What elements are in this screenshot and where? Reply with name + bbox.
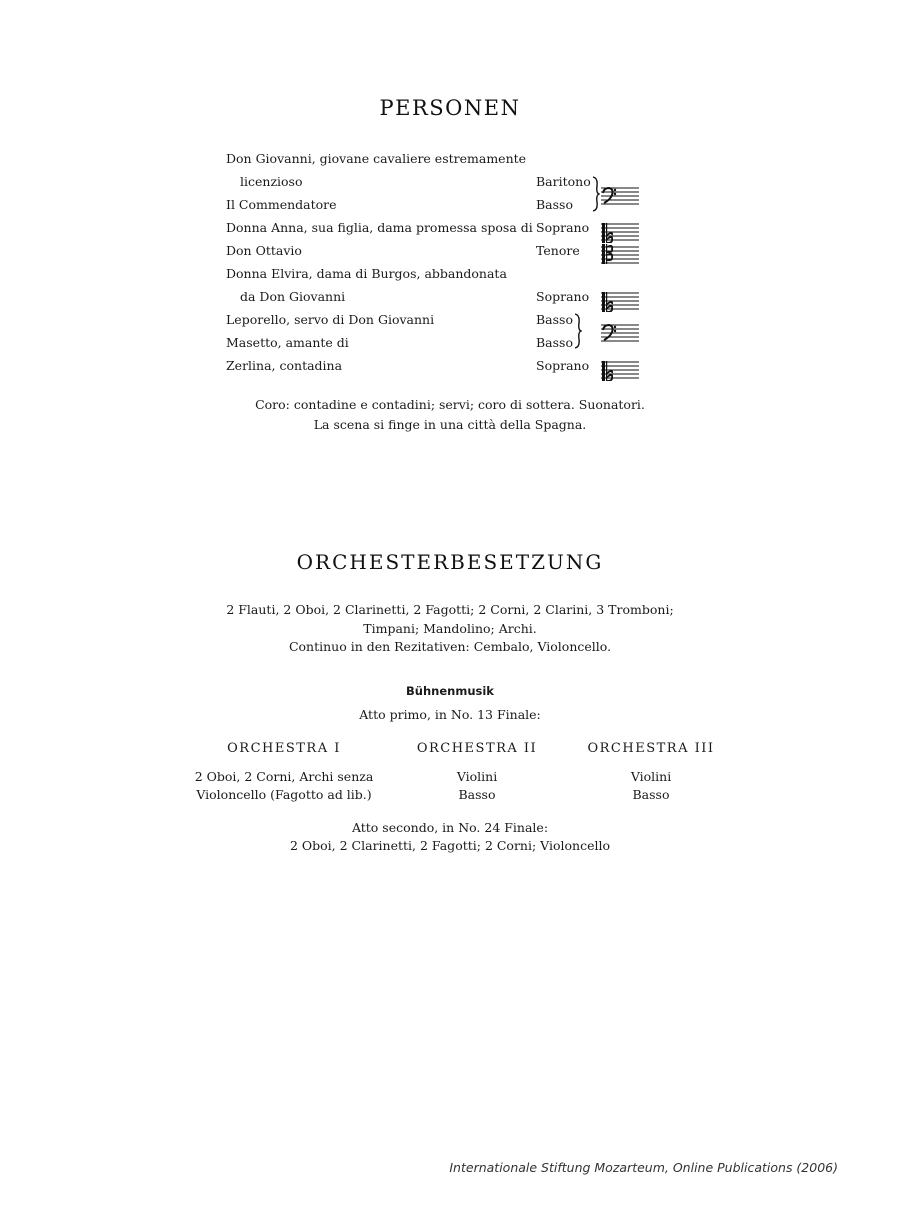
role-row [226, 263, 646, 285]
role-row [226, 286, 646, 308]
instrumentation-line: Continuo in den Rezitativen: Cembalo, Violoncello. [288, 639, 612, 654]
bass-clef-staff-icon [601, 185, 637, 205]
orchestra-line: Violoncello (Fagotto ad lib.) [196, 787, 372, 802]
role-name: Donna Elvira, dama di Burgos, abbandonata [226, 266, 507, 281]
personen-title: PERSONEN [379, 96, 521, 120]
buehnenmusik-heading: Bühnenmusik [406, 684, 494, 698]
role-row [226, 240, 646, 262]
role-name: Leporello, servo di Don Giovanni [226, 312, 435, 327]
orchestra-line: Violini [456, 769, 498, 784]
role-row [226, 309, 646, 331]
brace-icon [592, 176, 600, 212]
voice-type: Basso [536, 312, 573, 327]
role-row [226, 171, 646, 193]
role-name: Don Giovanni, giovane cavaliere estremamente [226, 151, 527, 166]
scena-line: La scena si finge in una città della Spagna. [313, 417, 587, 432]
atto-primo-line: Atto primo, in No. 13 Finale: [359, 707, 541, 722]
role-name: Don Ottavio [226, 243, 302, 258]
voice-type: Baritono [536, 174, 591, 189]
role-name: licenzioso [240, 174, 303, 189]
voice-type: Basso [536, 335, 573, 350]
voice-type: Tenore [536, 243, 580, 258]
orchestra-line: 2 Oboi, 2 Corni, Archi senza [194, 769, 374, 784]
orchesterbesetzung-title: ORCHESTERBESETZUNG [296, 550, 604, 574]
role-row [226, 355, 646, 377]
orchestra-line: Basso [632, 787, 670, 802]
voice-type: Soprano [536, 289, 590, 304]
role-name: Il Commendatore [226, 197, 337, 212]
tenor-clef-staff-icon [601, 244, 637, 264]
role-row [226, 332, 646, 354]
soprano-clef-staff-icon [601, 290, 637, 310]
voice-type: Basso [536, 197, 573, 212]
instrumentation-line: Timpani; Mandolino; Archi. [363, 621, 537, 636]
orchestra-title: ORCHESTRA II [416, 741, 538, 756]
soprano-clef-staff-icon [601, 359, 637, 379]
role-name: da Don Giovanni [240, 289, 346, 304]
publisher-footer: Internationale Stiftung Mozarteum, Online Publications (2006) [449, 1160, 838, 1175]
role-name: Zerlina, contadina [226, 358, 343, 373]
brace-icon [574, 313, 582, 349]
role-row [226, 217, 646, 239]
orchestra-line: Basso [458, 787, 496, 802]
role-name: Donna Anna, sua figlia, dama promessa sposa di [226, 220, 533, 235]
orchestra-line: Violini [630, 769, 672, 784]
role-row [226, 148, 646, 170]
voice-type: Soprano [536, 358, 590, 373]
voice-type: Soprano [536, 220, 590, 235]
role-row [226, 194, 646, 216]
orchestra-title: ORCHESTRA III [587, 741, 715, 756]
bass-clef-staff-icon [601, 322, 637, 342]
instrumentation-line: 2 Flauti, 2 Oboi, 2 Clarinetti, 2 Fagotti; 2 Corni, 2 Clarini, 3 Tromboni; [226, 602, 674, 617]
soprano-clef-staff-icon [601, 221, 637, 241]
orchestra-column [531, 740, 771, 804]
coro-line: Coro: contadine e contadini; servi; coro di sottera. Suonatori. [255, 397, 645, 412]
orchestra-title: ORCHESTRA I [227, 741, 341, 756]
atto-secondo-line: Atto secondo, in No. 24 Finale: [351, 820, 549, 835]
role-name: Masetto, amante di [226, 335, 349, 350]
atto-secondo-instruments: 2 Oboi, 2 Clarinetti, 2 Fagotti; 2 Corni; Violoncello [289, 838, 610, 853]
